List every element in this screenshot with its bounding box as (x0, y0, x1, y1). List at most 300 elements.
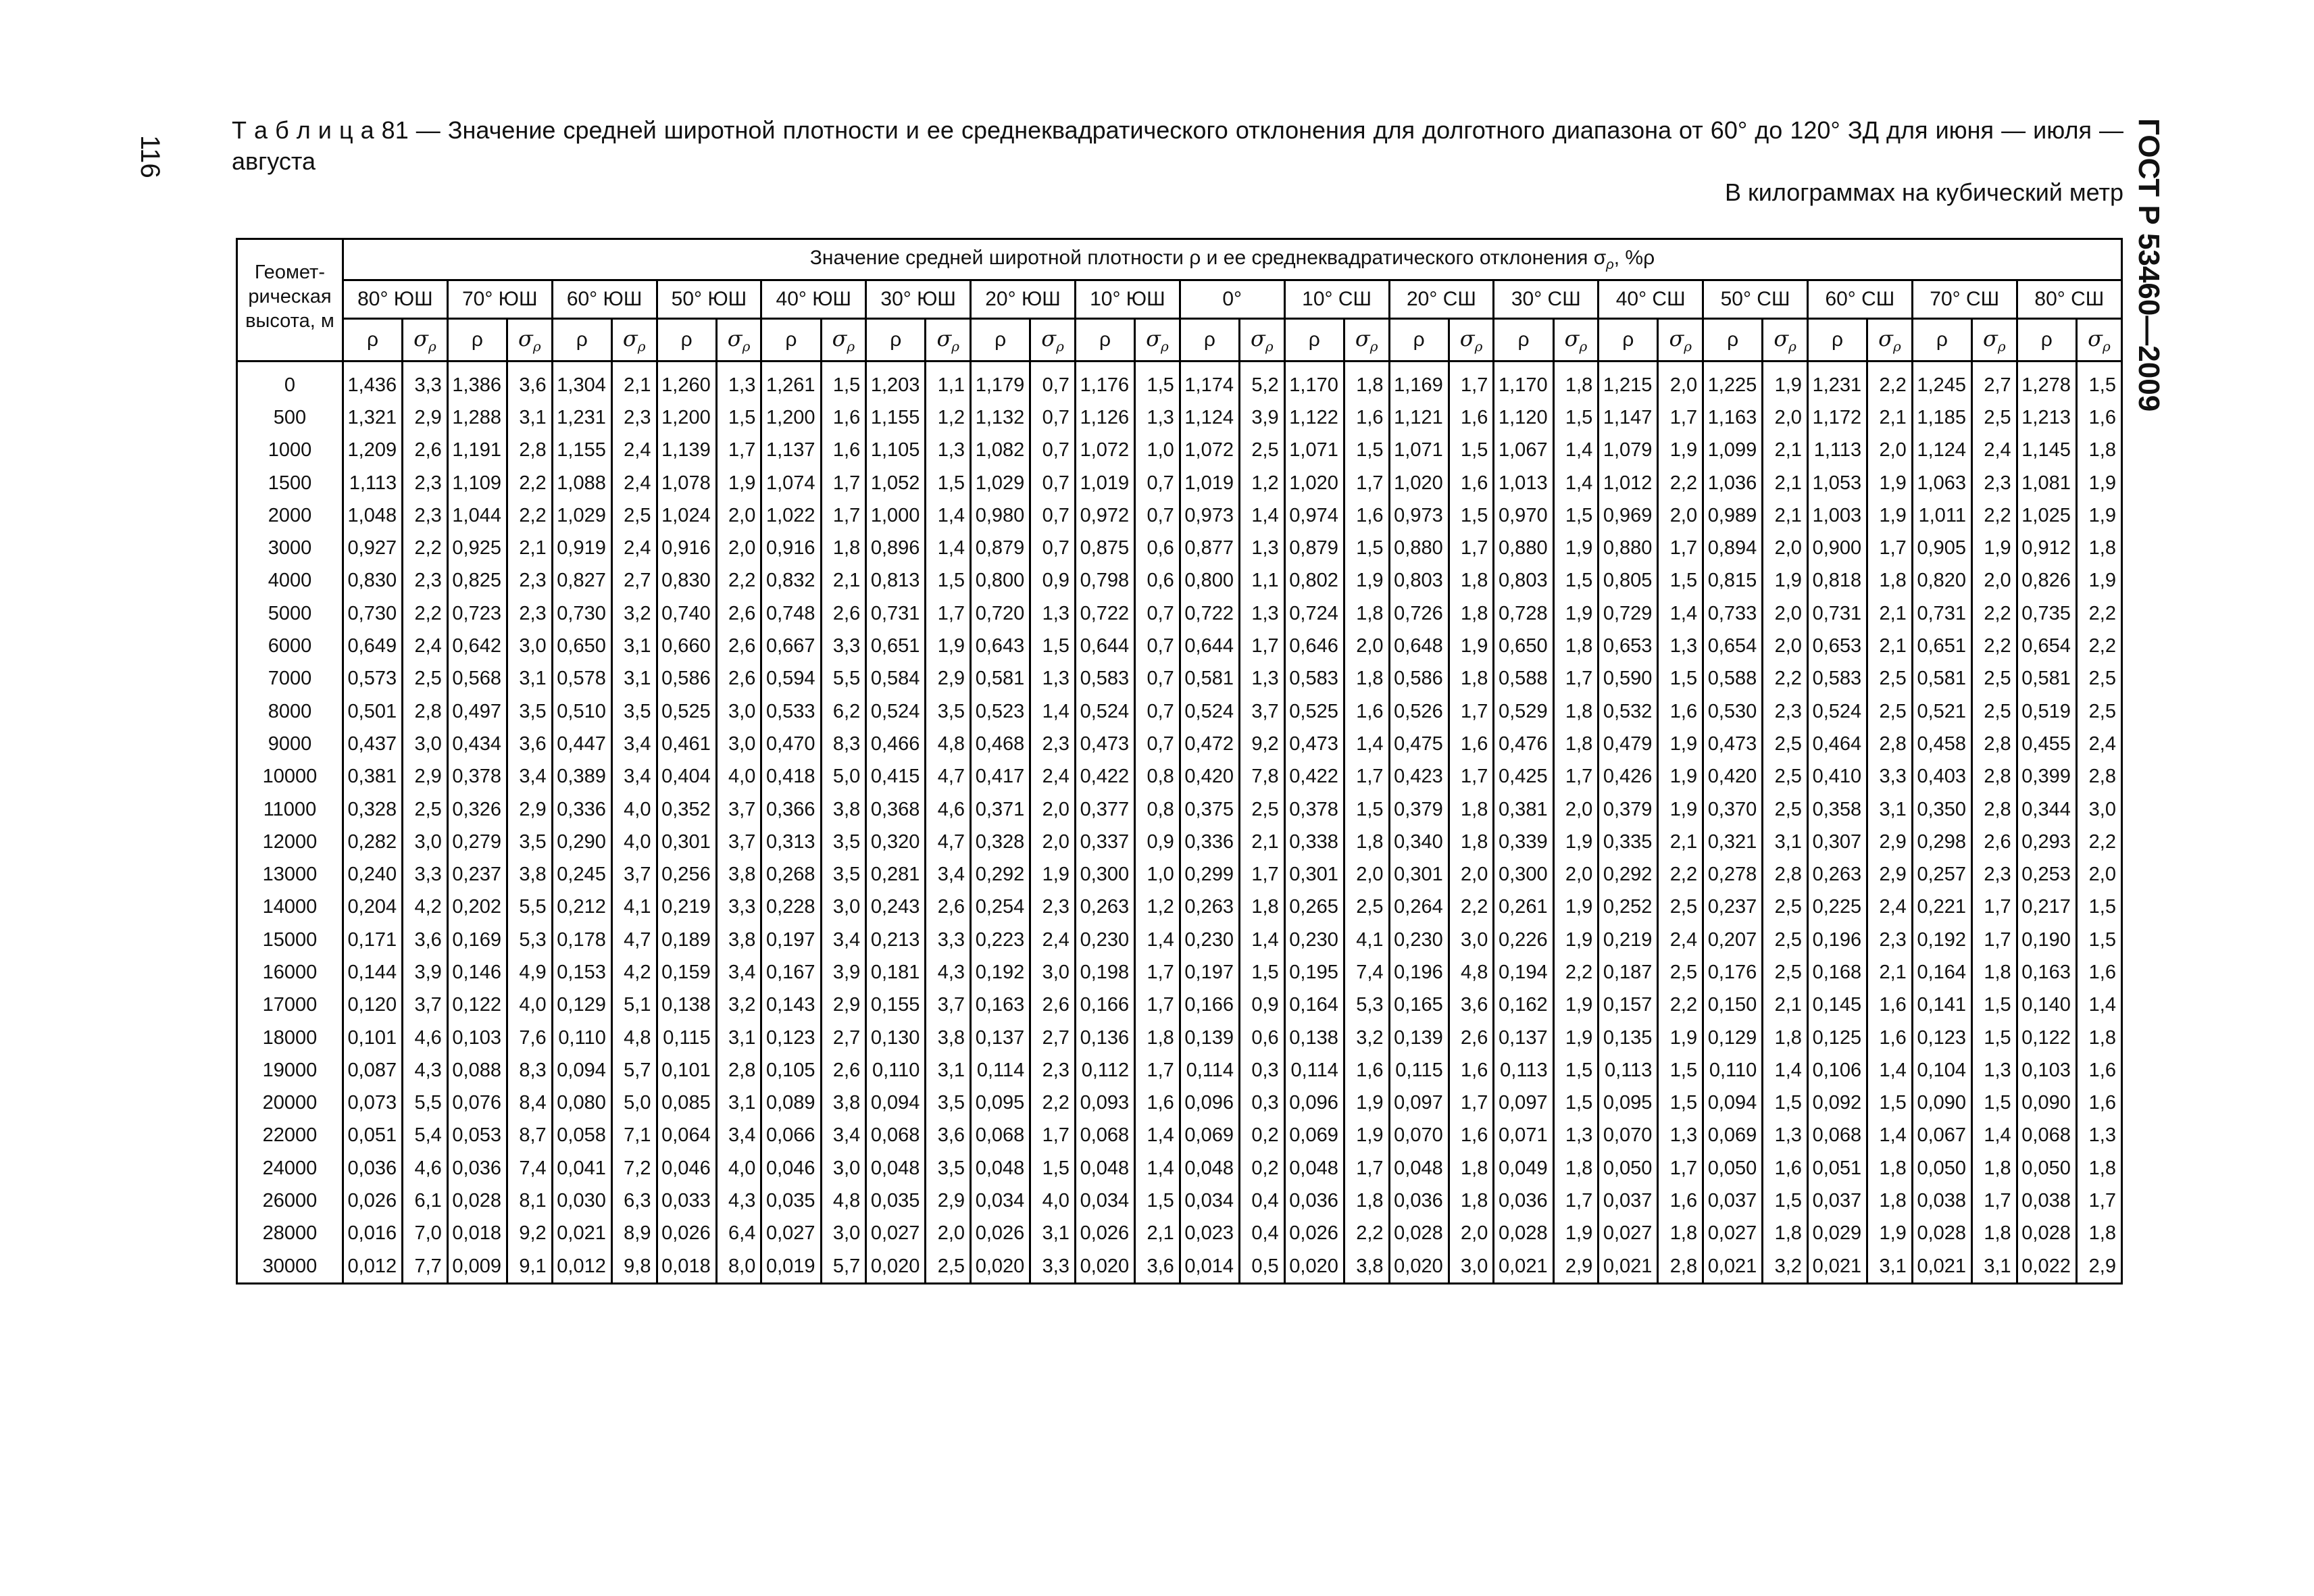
density-cell: 1,079 (1599, 434, 1658, 467)
deviation-cell: 4,0 (507, 989, 552, 1022)
deviation-cell: 2,5 (1867, 695, 1913, 728)
deviation-cell: 2,2 (1030, 1087, 1076, 1120)
deviation-cell: 1,8 (1449, 565, 1494, 597)
deviation-cell: 2,0 (1449, 1218, 1494, 1250)
density-cell: 0,724 (1284, 597, 1344, 630)
deviation-cell: 9,8 (611, 1250, 657, 1284)
deviation-cell: 2,2 (1658, 467, 1703, 499)
deviation-cell: 7,4 (1344, 956, 1389, 989)
latitude-header: 10° ЮШ (1075, 280, 1180, 319)
deviation-cell: 1,3 (1135, 401, 1180, 434)
deviation-cell: 2,3 (1763, 695, 1808, 728)
density-cell: 0,141 (1912, 989, 1971, 1022)
deviation-cell: 1,6 (2076, 956, 2121, 989)
density-cell: 0,300 (1494, 858, 1553, 891)
sigma-subscript: ρ (847, 338, 855, 355)
density-cell: 0,733 (1703, 597, 1763, 630)
latitude-header: 40° СШ (1599, 280, 1703, 319)
table-row (237, 597, 2122, 630)
density-cell: 0,197 (1180, 956, 1239, 989)
density-cell: 1,074 (761, 467, 821, 499)
table-row (237, 1120, 2122, 1152)
deviation-cell: 1,5 (1449, 434, 1494, 467)
sigma-header (716, 319, 761, 361)
deviation-cell: 1,4 (2076, 989, 2121, 1022)
deviation-cell: 1,8 (1240, 891, 1285, 924)
deviation-cell: 2,0 (1763, 401, 1808, 434)
deviation-cell: 5,4 (403, 1120, 448, 1152)
table-row (237, 924, 2122, 956)
sigma-subscript: ρ (532, 338, 541, 355)
deviation-cell: 1,4 (1240, 924, 1285, 956)
density-cell: 0,263 (1075, 891, 1134, 924)
deviation-cell: 1,4 (1135, 924, 1180, 956)
density-cell: 1,231 (1807, 361, 1867, 402)
density-cell: 0,088 (447, 1054, 507, 1087)
density-cell: 0,071 (1494, 1120, 1553, 1152)
deviation-cell: 7,4 (507, 1152, 552, 1184)
deviation-cell: 0,3 (1240, 1054, 1285, 1087)
density-cell: 0,053 (447, 1120, 507, 1152)
deviation-cell: 3,4 (821, 924, 866, 956)
density-cell: 0,028 (1912, 1218, 1971, 1250)
density-cell: 0,800 (971, 565, 1030, 597)
deviation-cell: 1,9 (2076, 499, 2121, 532)
deviation-cell: 1,5 (2076, 924, 2121, 956)
deviation-cell: 2,4 (1867, 891, 1913, 924)
density-cell: 0,168 (1807, 956, 1867, 989)
rho-header: ρ (1807, 319, 1867, 361)
density-cell: 0,166 (1075, 989, 1134, 1022)
deviation-cell: 3,1 (1867, 1250, 1913, 1284)
density-cell: 0,307 (1807, 826, 1867, 858)
density-cell: 1,278 (2017, 361, 2076, 402)
density-cell: 0,068 (2017, 1120, 2076, 1152)
table-row (237, 1152, 2122, 1184)
deviation-cell: 2,3 (403, 499, 448, 532)
deviation-cell: 3,7 (926, 989, 971, 1022)
density-cell: 0,263 (1807, 858, 1867, 891)
density-cell: 0,321 (1703, 826, 1763, 858)
density-cell: 0,479 (1599, 728, 1658, 760)
density-cell: 1,071 (1284, 434, 1344, 467)
table-row (237, 891, 2122, 924)
density-cell: 0,087 (343, 1054, 402, 1087)
density-cell: 1,213 (2017, 401, 2076, 434)
density-cell: 0,300 (1075, 858, 1134, 891)
density-cell: 0,720 (971, 597, 1030, 630)
density-cell: 1,053 (1807, 467, 1867, 499)
density-cell: 0,080 (552, 1087, 611, 1120)
deviation-cell: 2,4 (1030, 761, 1076, 793)
density-cell: 0,588 (1494, 663, 1553, 695)
deviation-cell: 3,1 (926, 1054, 971, 1087)
deviation-cell: 2,8 (2076, 761, 2121, 793)
density-cell: 0,301 (657, 826, 716, 858)
density-cell: 0,021 (1703, 1250, 1763, 1284)
deviation-cell: 1,8 (1553, 630, 1599, 662)
density-cell: 0,418 (761, 761, 821, 793)
deviation-cell: 1,3 (716, 361, 761, 402)
deviation-cell: 1,6 (1135, 1087, 1180, 1120)
deviation-cell: 1,5 (1344, 532, 1389, 564)
deviation-cell: 3,5 (507, 695, 552, 728)
density-cell: 0,048 (1075, 1152, 1134, 1184)
deviation-cell: 1,3 (1030, 663, 1076, 695)
deviation-cell: 0,9 (1135, 826, 1180, 858)
density-cell: 0,068 (866, 1120, 926, 1152)
density-cell: 0,584 (866, 663, 926, 695)
deviation-cell: 1,7 (1972, 924, 2017, 956)
density-cell: 1,122 (1284, 401, 1344, 434)
deviation-cell: 1,9 (1867, 499, 1913, 532)
deviation-cell: 1,4 (1658, 597, 1703, 630)
deviation-cell: 1,8 (1763, 1022, 1808, 1054)
sigma-header (821, 319, 866, 361)
deviation-cell: 1,6 (1344, 499, 1389, 532)
density-cell: 0,058 (552, 1120, 611, 1152)
sigma-subscript: ρ (951, 338, 960, 355)
table-row (237, 361, 2122, 402)
deviation-cell: 1,7 (1135, 956, 1180, 989)
deviation-cell: 4,8 (611, 1022, 657, 1054)
deviation-cell: 5,7 (611, 1054, 657, 1087)
deviation-cell: 2,4 (1030, 924, 1076, 956)
density-cell: 0,096 (1180, 1087, 1239, 1120)
rho-header: ρ (657, 319, 716, 361)
deviation-cell: 1,4 (1553, 434, 1599, 467)
density-cell: 0,070 (1599, 1120, 1658, 1152)
deviation-cell: 3,0 (2076, 793, 2121, 826)
density-cell: 0,377 (1075, 793, 1134, 826)
density-cell: 0,129 (1703, 1022, 1763, 1054)
deviation-cell: 2,2 (1344, 1218, 1389, 1250)
deviation-cell: 1,7 (1658, 1152, 1703, 1184)
deviation-cell: 4,2 (403, 891, 448, 924)
density-cell: 0,827 (552, 565, 611, 597)
density-cell: 0,800 (1180, 565, 1239, 597)
density-cell: 0,313 (761, 826, 821, 858)
density-cell: 1,132 (971, 401, 1030, 434)
density-cell: 0,213 (866, 924, 926, 956)
sigma-header (1449, 319, 1494, 361)
density-cell: 0,187 (1599, 956, 1658, 989)
rho-header: ρ (866, 319, 926, 361)
deviation-cell: 3,0 (1449, 924, 1494, 956)
deviation-cell: 7,8 (1240, 761, 1285, 793)
density-cell: 0,178 (552, 924, 611, 956)
deviation-cell: 3,4 (611, 728, 657, 760)
density-cell: 0,900 (1807, 532, 1867, 564)
density-cell: 0,905 (1912, 532, 1971, 564)
sigma-symbol: σ (1355, 325, 1370, 351)
sigma-symbol: σ (1564, 325, 1580, 351)
table-caption: Т а б л и ц а 81 — Значение средней широтной плотности и ее среднеквадратического отклонения для долготного диапазона от 60° до 120° ЗД для июня — июля — августа (232, 116, 2123, 175)
table-row (237, 1022, 2122, 1054)
density-cell: 0,301 (1284, 858, 1344, 891)
deviation-cell: 1,7 (716, 434, 761, 467)
deviation-cell: 1,0 (1135, 858, 1180, 891)
density-cell: 1,081 (2017, 467, 2076, 499)
density-cell: 0,880 (1494, 532, 1553, 564)
density-cell: 0,068 (971, 1120, 1030, 1152)
deviation-cell: 1,6 (1867, 989, 1913, 1022)
density-cell: 0,192 (971, 956, 1030, 989)
deviation-cell: 1,7 (1030, 1120, 1076, 1152)
density-cell: 0,114 (1180, 1054, 1239, 1087)
deviation-cell: 0,8 (1135, 793, 1180, 826)
density-cell: 0,138 (1284, 1022, 1344, 1054)
density-cell: 0,371 (971, 793, 1030, 826)
deviation-cell: 1,9 (1658, 1022, 1703, 1054)
deviation-cell: 7,1 (611, 1120, 657, 1152)
table-row (237, 1250, 2122, 1284)
sigma-header (403, 319, 448, 361)
density-cell: 0,458 (1912, 728, 1971, 760)
density-cell: 0,020 (971, 1250, 1030, 1284)
deviation-cell: 2,9 (1867, 858, 1913, 891)
deviation-cell: 4,0 (716, 1152, 761, 1184)
rho-header: ρ (447, 319, 507, 361)
density-cell: 0,198 (1075, 956, 1134, 989)
deviation-cell: 0,7 (1030, 401, 1076, 434)
deviation-cell: 3,0 (821, 1218, 866, 1250)
deviation-cell: 1,8 (1449, 793, 1494, 826)
density-cell: 0,012 (552, 1250, 611, 1284)
density-cell: 0,096 (1284, 1087, 1344, 1120)
rho-header: ρ (343, 319, 402, 361)
density-cell: 0,195 (1284, 956, 1344, 989)
density-cell: 0,207 (1703, 924, 1763, 956)
deviation-cell: 1,8 (1344, 826, 1389, 858)
density-cell: 0,068 (1807, 1120, 1867, 1152)
density-cell: 0,726 (1389, 597, 1449, 630)
deviation-cell: 0,7 (1135, 597, 1180, 630)
altitude-cell: 1000 (237, 434, 343, 467)
deviation-cell: 3,7 (1240, 695, 1285, 728)
density-cell: 0,237 (1703, 891, 1763, 924)
sigma-symbol: σ (1983, 325, 1998, 351)
deviation-cell: 4,1 (1344, 924, 1389, 956)
density-cell: 0,420 (1180, 761, 1239, 793)
deviation-cell: 1,3 (1030, 597, 1076, 630)
density-cell: 0,073 (343, 1087, 402, 1120)
density-cell: 0,171 (343, 924, 402, 956)
density-cell: 0,335 (1599, 826, 1658, 858)
density-cell: 0,880 (1389, 532, 1449, 564)
latitude-header: 80° ЮШ (343, 280, 447, 319)
density-cell: 0,468 (971, 728, 1030, 760)
deviation-cell: 1,8 (2076, 1218, 2121, 1250)
density-cell: 0,919 (552, 532, 611, 564)
density-cell: 0,972 (1075, 499, 1134, 532)
rho-header: ρ (1075, 319, 1134, 361)
density-cell: 1,011 (1912, 499, 1971, 532)
density-cell: 0,029 (1807, 1218, 1867, 1250)
deviation-cell: 2,5 (2076, 695, 2121, 728)
altitude-cell: 15000 (237, 924, 343, 956)
deviation-cell: 1,5 (1658, 663, 1703, 695)
density-cell: 0,989 (1703, 499, 1763, 532)
deviation-cell: 2,9 (926, 663, 971, 695)
density-cell: 0,120 (343, 989, 402, 1022)
deviation-cell: 3,3 (403, 858, 448, 891)
deviation-cell: 0,6 (1240, 1022, 1285, 1054)
deviation-cell: 1,8 (1553, 695, 1599, 728)
deviation-cell: 2,5 (1658, 956, 1703, 989)
rho-header: ρ (1912, 319, 1971, 361)
deviation-cell: 1,8 (1553, 361, 1599, 402)
density-cell: 0,114 (1284, 1054, 1344, 1087)
density-cell: 0,230 (1075, 924, 1134, 956)
deviation-cell: 3,3 (926, 924, 971, 956)
density-cell: 0,643 (971, 630, 1030, 662)
deviation-cell: 1,5 (1553, 401, 1599, 434)
density-cell: 0,139 (1389, 1022, 1449, 1054)
deviation-cell: 3,0 (716, 695, 761, 728)
density-cell: 0,066 (761, 1120, 821, 1152)
deviation-cell: 1,4 (1867, 1054, 1913, 1087)
deviation-cell: 1,6 (821, 434, 866, 467)
latitude-header: 50° СШ (1703, 280, 1808, 319)
density-cell: 1,020 (1284, 467, 1344, 499)
deviation-cell: 1,9 (2076, 565, 2121, 597)
density-cell: 0,020 (1284, 1250, 1344, 1284)
density-cell: 0,590 (1599, 663, 1658, 695)
deviation-cell: 8,3 (821, 728, 866, 760)
deviation-cell: 1,9 (1553, 989, 1599, 1022)
deviation-cell: 8,7 (507, 1120, 552, 1152)
sigma-header (1867, 319, 1913, 361)
deviation-cell: 3,1 (716, 1087, 761, 1120)
density-cell: 0,422 (1075, 761, 1134, 793)
density-cell: 1,191 (447, 434, 507, 467)
density-cell: 0,461 (657, 728, 716, 760)
altitude-cell: 24000 (237, 1152, 343, 1184)
deviation-cell: 2,3 (1867, 924, 1913, 956)
density-cell: 0,110 (552, 1022, 611, 1054)
sigma-symbol: σ (1251, 325, 1265, 351)
density-cell: 0,123 (761, 1022, 821, 1054)
density-cell: 0,122 (2017, 1022, 2076, 1054)
density-cell: 1,231 (552, 401, 611, 434)
deviation-cell: 1,8 (1553, 728, 1599, 760)
sigma-subscript: ρ (1997, 338, 2006, 355)
density-cell: 1,109 (447, 467, 507, 499)
density-cell: 0,230 (1389, 924, 1449, 956)
deviation-cell: 2,5 (926, 1250, 971, 1284)
deviation-cell: 3,9 (1240, 401, 1285, 434)
latitude-header: 60° СШ (1807, 280, 1912, 319)
density-cell: 0,473 (1703, 728, 1763, 760)
deviation-cell: 1,9 (1553, 891, 1599, 924)
density-cell: 0,130 (866, 1022, 926, 1054)
deviation-cell: 3,7 (716, 793, 761, 826)
group-header-subscript: ρ (1606, 257, 1614, 272)
deviation-cell: 2,4 (1972, 434, 2017, 467)
density-cell: 0,588 (1703, 663, 1763, 695)
density-cell: 0,581 (971, 663, 1030, 695)
deviation-cell: 3,3 (716, 891, 761, 924)
deviation-cell: 1,6 (1658, 1184, 1703, 1217)
deviation-cell: 3,1 (1972, 1250, 2017, 1284)
deviation-cell: 2,9 (1553, 1250, 1599, 1284)
density-cell: 0,137 (971, 1022, 1030, 1054)
density-cell: 0,026 (971, 1218, 1030, 1250)
density-cell: 0,123 (1912, 1022, 1971, 1054)
deviation-cell: 1,6 (1344, 401, 1389, 434)
deviation-cell: 2,8 (1972, 761, 2017, 793)
deviation-cell: 1,5 (1240, 956, 1285, 989)
density-cell: 0,722 (1180, 597, 1239, 630)
density-cell: 0,404 (657, 761, 716, 793)
altitude-cell: 6000 (237, 630, 343, 662)
density-cell: 0,018 (447, 1218, 507, 1250)
deviation-cell: 3,4 (716, 956, 761, 989)
density-cell: 0,420 (1703, 761, 1763, 793)
deviation-cell: 1,3 (1240, 532, 1285, 564)
density-cell: 0,112 (1075, 1054, 1134, 1087)
deviation-cell: 1,5 (1553, 565, 1599, 597)
deviation-cell: 3,8 (507, 858, 552, 891)
density-cell: 0,728 (1494, 597, 1553, 630)
density-cell: 0,016 (343, 1218, 402, 1250)
deviation-cell: 1,5 (1344, 793, 1389, 826)
deviation-cell: 2,0 (1763, 597, 1808, 630)
deviation-cell: 1,8 (1658, 1218, 1703, 1250)
rho-header: ρ (1284, 319, 1344, 361)
deviation-cell: 1,8 (1972, 1218, 2017, 1250)
density-cell: 0,145 (1807, 989, 1867, 1022)
deviation-cell: 2,2 (1972, 499, 2017, 532)
density-cell: 0,651 (866, 630, 926, 662)
sigma-subscript: ρ (1161, 338, 1169, 355)
rho-header: ρ (1703, 319, 1763, 361)
density-cell: 0,339 (1494, 826, 1553, 858)
density-cell: 0,166 (1180, 989, 1239, 1022)
sigma-subscript: ρ (1579, 338, 1588, 355)
density-cell: 0,114 (971, 1054, 1030, 1087)
deviation-cell: 0,7 (1030, 467, 1076, 499)
sigma-subscript: ρ (1684, 338, 1692, 355)
density-cell: 0,034 (1180, 1184, 1239, 1217)
deviation-cell: 0,7 (1135, 695, 1180, 728)
density-cell: 0,021 (1494, 1250, 1553, 1284)
density-cell: 0,110 (866, 1054, 926, 1087)
density-cell: 0,519 (2017, 695, 2076, 728)
density-cell: 1,163 (1703, 401, 1763, 434)
deviation-cell: 2,8 (1972, 728, 2017, 760)
density-cell: 0,912 (2017, 532, 2076, 564)
deviation-cell: 1,6 (1449, 1120, 1494, 1152)
deviation-cell: 4,0 (611, 793, 657, 826)
density-cell: 1,147 (1599, 401, 1658, 434)
density-cell: 1,200 (761, 401, 821, 434)
deviation-cell: 4,0 (716, 761, 761, 793)
deviation-cell: 3,4 (821, 1120, 866, 1152)
deviation-cell: 3,3 (403, 361, 448, 402)
deviation-cell: 1,9 (1553, 826, 1599, 858)
density-cell: 0,381 (343, 761, 402, 793)
deviation-cell: 4,7 (926, 826, 971, 858)
density-cell: 1,063 (1912, 467, 1971, 499)
density-cell: 1,203 (866, 361, 926, 402)
density-cell: 1,048 (343, 499, 402, 532)
density-cell: 0,455 (2017, 728, 2076, 760)
deviation-cell: 2,0 (1763, 630, 1808, 662)
density-cell: 0,228 (761, 891, 821, 924)
density-cell: 0,048 (1180, 1152, 1239, 1184)
